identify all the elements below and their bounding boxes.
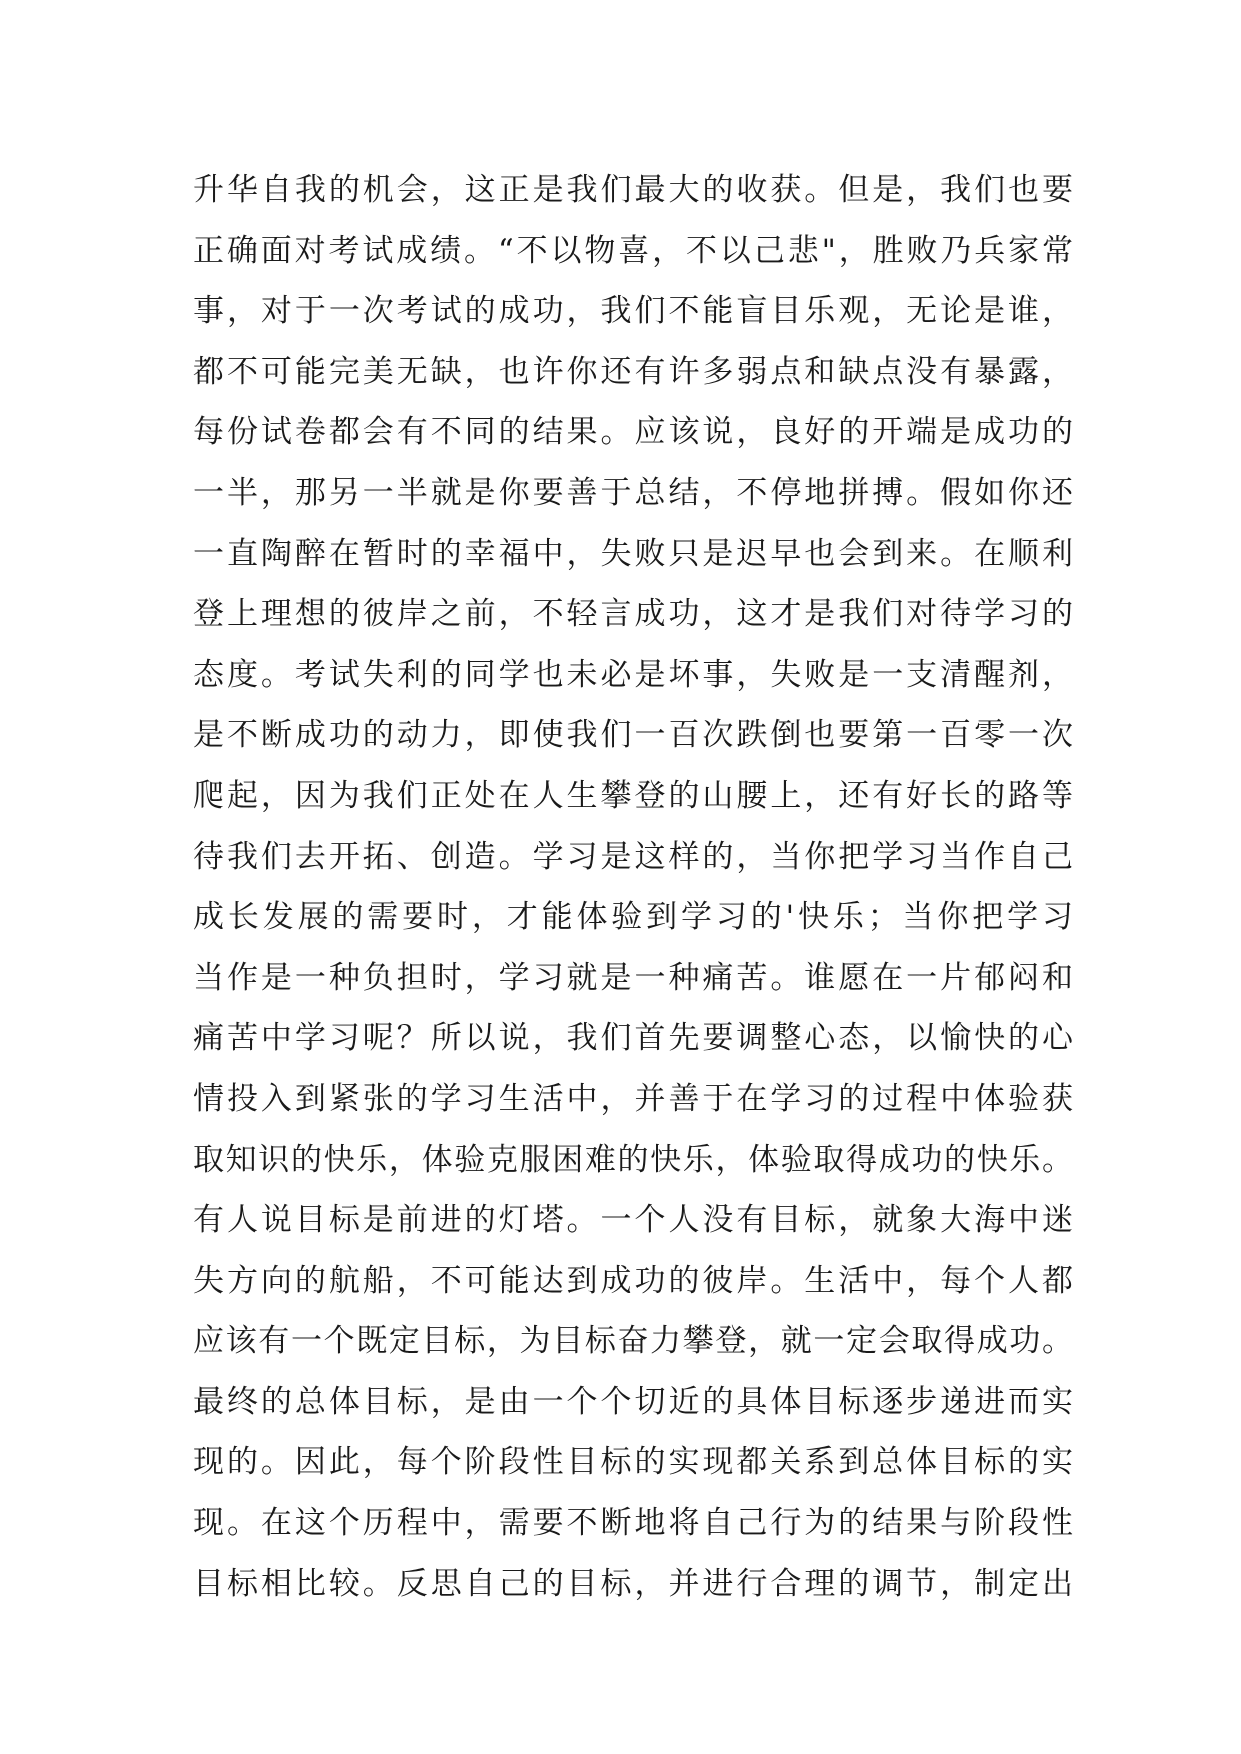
text-line: 登上理想的彼岸之前，不轻言成功，这才是我们对待学习的 xyxy=(193,596,1073,633)
text-line: 待我们去开拓、创造。学习是这样的，当你把学习当作自己 xyxy=(193,838,1073,875)
text-line: 一直陶醉在暂时的幸福中，失败只是迟早也会到来。在顺利 xyxy=(193,535,1073,572)
text-line: 失方向的航船，不可能达到成功的彼岸。生活中，每个人都 xyxy=(193,1262,1073,1299)
text-line: 正确面对考试成绩。“不以物喜，不以己悲"，胜败乃兵家常 xyxy=(193,232,1073,269)
text-line: 一半，那另一半就是你要善于总结，不停地拼搏。假如你还 xyxy=(193,474,1073,511)
text-line: 爬起，因为我们正处在人生攀登的山腰上，还有好长的路等 xyxy=(193,777,1073,814)
text-line: 都不可能完美无缺，也许你还有许多弱点和缺点没有暴露， xyxy=(193,353,1073,390)
text-line: 事，对于一次考试的成功，我们不能盲目乐观，无论是谁， xyxy=(193,293,1073,330)
text-line: 当作是一种负担时，学习就是一种痛苦。谁愿在一片郁闷和 xyxy=(193,959,1073,996)
text-line: 现。在这个历程中，需要不断地将自己行为的结果与阶段性 xyxy=(193,1505,1073,1542)
text-line: 有人说目标是前进的灯塔。一个人没有目标，就象大海中迷 xyxy=(193,1202,1073,1239)
text-line: 现的。因此，每个阶段性目标的实现都关系到总体目标的实 xyxy=(193,1444,1073,1481)
body-text xyxy=(193,160,1073,1614)
text-line: 最终的总体目标，是由一个个切近的具体目标逐步递进而实 xyxy=(193,1383,1073,1420)
text-line: 痛苦中学习呢？所以说，我们首先要调整心态，以愉快的心 xyxy=(193,1020,1073,1057)
text-line: 态度。考试失利的同学也未必是坏事，失败是一支清醒剂， xyxy=(193,656,1073,693)
text-line: 升华自我的机会，这正是我们最大的收获。但是，我们也要 xyxy=(193,172,1073,208)
text-line: 成长发展的需要时，才能体验到学习的'快乐；当你把学习 xyxy=(193,899,1073,936)
text-line: 目标相比较。反思自己的目标，并进行合理的调节，制定出 xyxy=(193,1565,1073,1602)
text-line: 情投入到紧张的学习生活中，并善于在学习的过程中体验获 xyxy=(193,1080,1073,1117)
text-line: 每份试卷都会有不同的结果。应该说，良好的开端是成功的 xyxy=(193,414,1073,451)
text-line: 取知识的快乐，体验克服困难的快乐，体验取得成功的快乐。 xyxy=(193,1141,1073,1178)
text-line: 是不断成功的动力，即使我们一百次跌倒也要第一百零一次 xyxy=(193,717,1073,754)
text-line: 应该有一个既定目标，为目标奋力攀登，就一定会取得成功。 xyxy=(193,1323,1073,1360)
